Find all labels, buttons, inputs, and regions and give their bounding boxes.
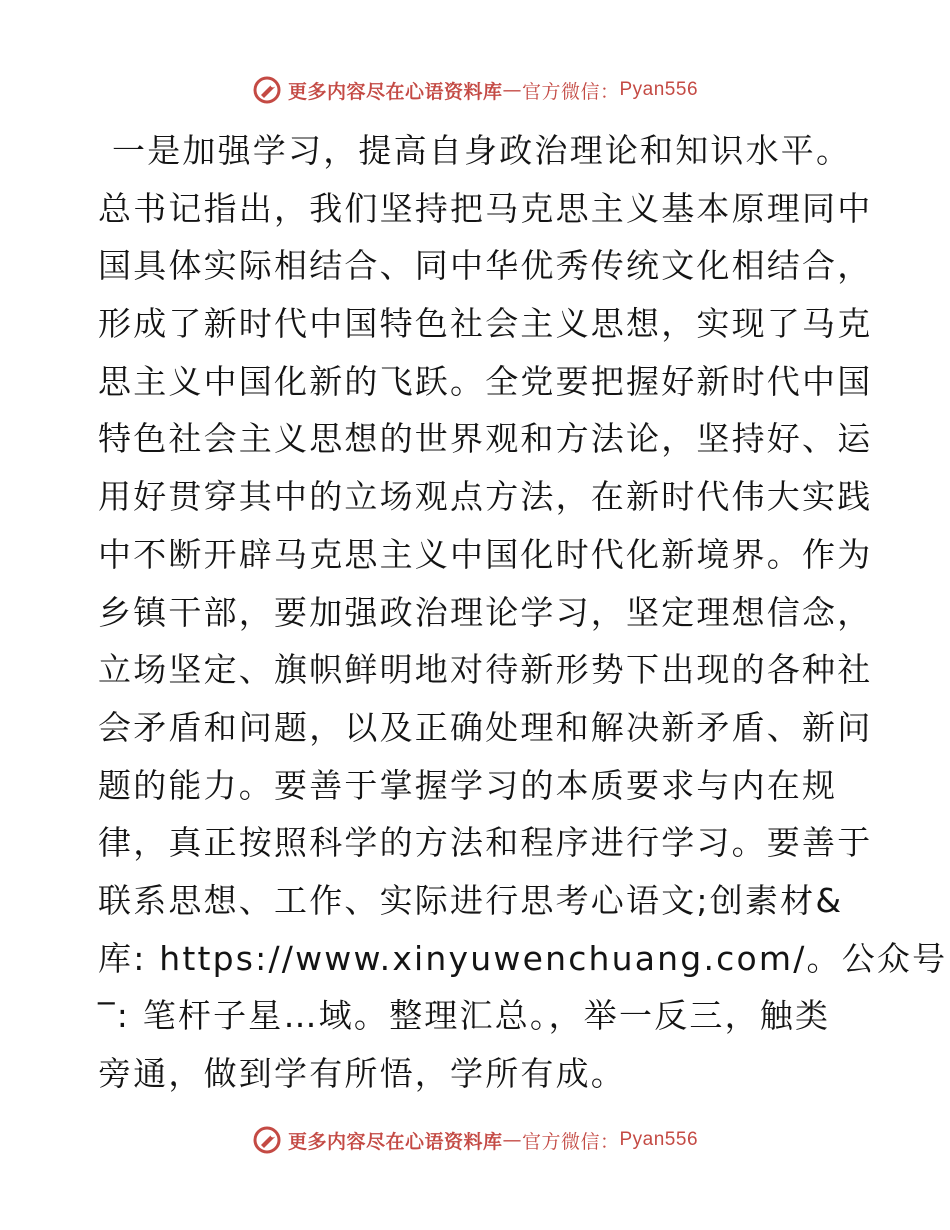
logo-icon bbox=[252, 75, 282, 105]
watermark-label: 官方微信： bbox=[521, 80, 620, 103]
watermark-label: 官方微信： bbox=[521, 1130, 620, 1153]
text-line: 特色社会主义思想的世界观和方法论，坚持好、运 bbox=[98, 419, 873, 459]
watermark-main-text: 更多内容尽在心语资料库 bbox=[287, 1130, 503, 1153]
logo-icon bbox=[252, 1125, 282, 1155]
text-line: 立场坚定、旗帜鲜明地对待新形势下出现的各种社 bbox=[98, 650, 873, 690]
text-line: ‾: 笔杆子星…域。整理汇总。，举一反三，触类 bbox=[98, 996, 831, 1036]
text-line: 形成了新时代中国特色社会主义思想，实现了马克 bbox=[98, 304, 873, 344]
text-line: 库: https://www.xinyuwenchuang.com/。公众号 bbox=[98, 938, 948, 978]
text-line: 总书记指出，我们坚持把马克思主义基本原理同中 bbox=[98, 188, 873, 228]
text-line: 旁通，做到学有所悟，学所有成。 bbox=[98, 1054, 626, 1093]
text-line: 用好贯穿其中的立场观点方法，在新时代伟大实践 bbox=[98, 477, 873, 517]
header-watermark bbox=[0, 70, 950, 110]
text-line: 律，真正按照科学的方法和程序进行学习。要善于 bbox=[98, 823, 873, 863]
watermark-id: Pyan556 bbox=[619, 79, 699, 100]
watermark-dash: — bbox=[502, 1129, 522, 1151]
footer-watermark bbox=[0, 1120, 950, 1160]
watermark-main-text: 更多内容尽在心语资料库 bbox=[287, 80, 503, 103]
text-line: 会矛盾和问题，以及正确处理和解决新矛盾、新问 bbox=[98, 707, 873, 747]
text-line: 一是加强学习，提高自身政治理论和知识水平。 bbox=[112, 131, 852, 170]
watermark-id: Pyan556 bbox=[619, 1129, 699, 1150]
text-line: 题的能力。要善于掌握学习的本质要求与内在规 bbox=[98, 765, 838, 805]
text-line: 中不断开辟马克思主义中国化时代化新境界。作为 bbox=[98, 534, 873, 574]
text-line: 联系思想、工作、实际进行思考心语文;创素材& bbox=[98, 880, 844, 920]
text-line: 思主义中国化新的飞跃。全党要把握好新时代中国 bbox=[98, 361, 873, 401]
document-body bbox=[98, 122, 948, 1103]
text-line: 国具体实际相结合、同中华优秀传统文化相结合， bbox=[98, 246, 873, 286]
watermark-dash: — bbox=[502, 79, 522, 101]
text-line: 乡镇干部，要加强政治理论学习，坚定理想信念， bbox=[98, 592, 873, 632]
